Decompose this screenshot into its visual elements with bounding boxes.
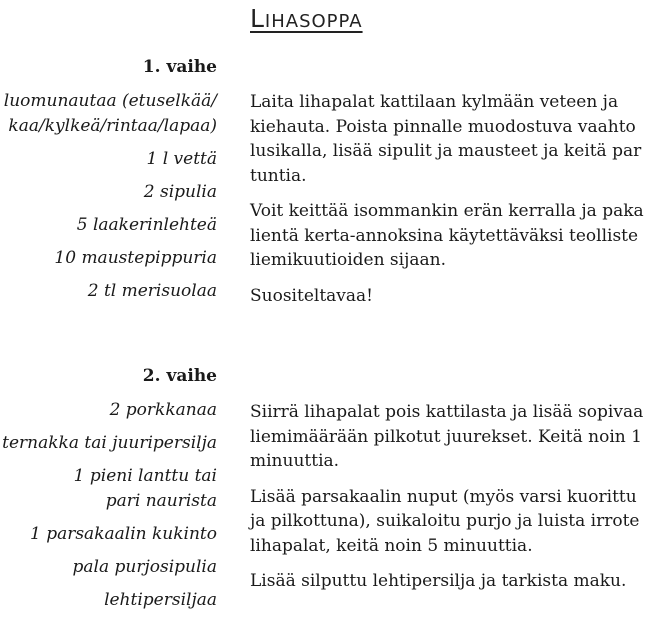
ingredient-carrots: 2 porkkanaa xyxy=(109,400,217,420)
instruction-paragraph: Suositeltavaa! xyxy=(250,285,373,306)
ingredient-water: 1 l vettä xyxy=(146,149,217,169)
step-1-instructions xyxy=(250,90,660,319)
ingredient-sea-salt: 2 tl merisuolaa xyxy=(87,281,217,301)
ingredient-parsley: lehtipersiljaa xyxy=(104,590,217,610)
ingredient-broccoli: 1 parsakaalin kukinto xyxy=(29,524,217,544)
ingredient-parsnip-or-parsley-root: ternakka tai juuripersilja xyxy=(2,433,217,453)
step-2-ingredients xyxy=(0,398,217,621)
ingredient-beef: luomunautaa (etuselkää/ kaa/kylkeä/rintaa/lapaa) xyxy=(3,91,217,136)
instruction-paragraph: Lisää silputtu lehtipersilja ja tarkista maku. xyxy=(250,571,627,591)
instruction-paragraph: Voit keittää isommankin erän kerralla ja paka lientä kerta-annoksina käytettäväksi teolliste liemikuutioiden sijaan. xyxy=(250,201,644,270)
recipe-title: Lihasoppa xyxy=(250,4,363,33)
ingredient-swede-or-turnips: 1 pieni lanttu tai pari naurista xyxy=(73,466,217,511)
step-1-heading: 1. vaihe xyxy=(142,57,217,77)
ingredient-allspice: 10 maustepippuria xyxy=(54,248,217,268)
step-2-heading: 2. vaihe xyxy=(142,366,217,386)
ingredient-bay-leaves: 5 laakerinlehteä xyxy=(76,215,217,235)
instruction-paragraph: Siirrä lihapalat pois kattilasta ja lisää sopivaa liemimäärään pilkotut juurekset. Keitä noin 1 minuuttia. xyxy=(250,402,644,471)
step-1-ingredients xyxy=(0,89,217,312)
step-2-instructions xyxy=(250,400,660,605)
ingredient-leek: pala purjosipulia xyxy=(72,557,217,577)
instruction-paragraph: Lisää parsakaalin nuput (myös varsi kuorittu ja pilkottuna), suikaloitu purjo ja luista irrote lihapalat, keitä noin 5 minuuttia. xyxy=(250,486,640,556)
ingredient-onions: 2 sipulia xyxy=(143,182,217,202)
instruction-paragraph: Laita lihapalat kattilaan kylmään veteen ja kiehauta. Poista pinnalle muodostuva vaahto lusikalla, lisää sipulit ja mausteet ja keitä par tuntia. xyxy=(250,92,642,186)
